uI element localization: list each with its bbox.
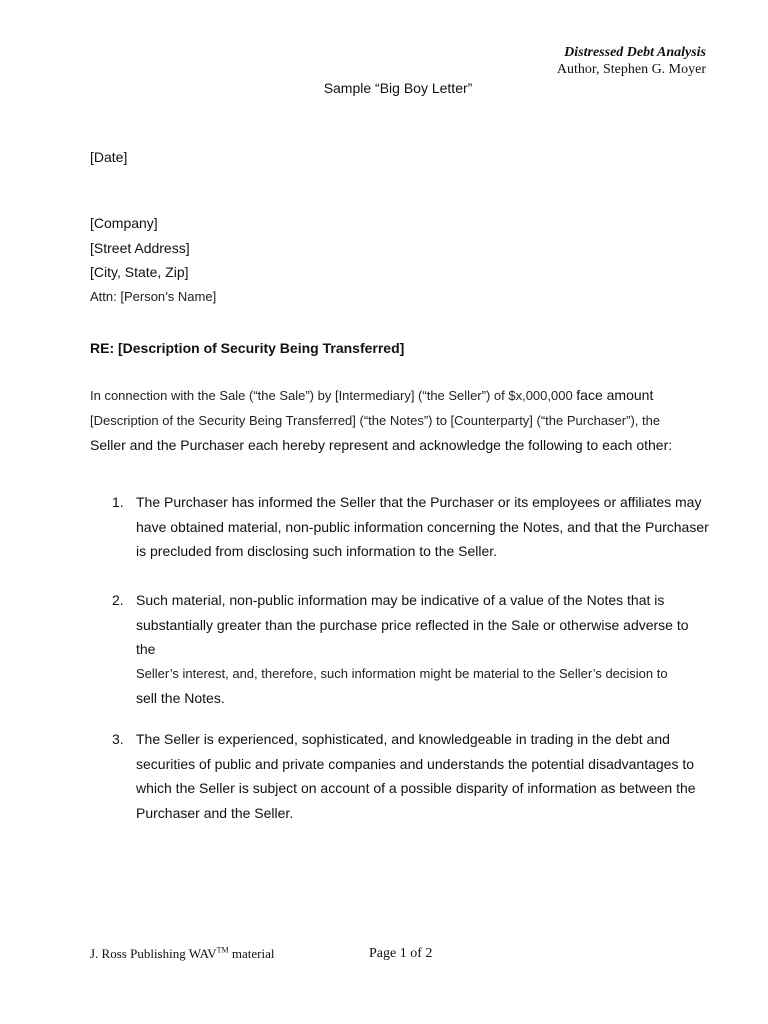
list-item-line: Seller’s interest, and, therefore, such information might be material to the Seller’s decision to (136, 665, 668, 681)
recipient-address (90, 211, 216, 309)
list-item-text (136, 490, 710, 564)
list-item-line: sell the Notes. (136, 690, 225, 706)
address-street: [Street Address] (90, 239, 190, 256)
intro-paragraph (90, 383, 706, 458)
intro-line-2: [Description of the Security Being Transferred] (“the Notes”) to [Counterparty] (“the Purchaser”), the (90, 412, 661, 428)
list-item-number: 1. (112, 494, 124, 510)
list-item (90, 490, 710, 564)
list-item-line: Purchaser and the Seller. (136, 804, 294, 821)
list-item-text (136, 588, 710, 711)
page-header (557, 44, 706, 78)
list-item-number: 3. (112, 731, 124, 747)
document-title: Sample “Big Boy Letter” (323, 80, 473, 96)
intro-line-1-rest: face amount (576, 387, 654, 403)
list-item-line: substantially greater than the purchase price reflected in the Sale or otherwise adverse to the (136, 616, 689, 657)
author-line: Author, Stephen G. Moyer (556, 62, 706, 77)
page-number: Page 1 of 2 (369, 946, 433, 961)
list-item (90, 727, 710, 825)
footer-publisher (90, 946, 275, 962)
address-company: [Company] (90, 215, 158, 231)
address-attn: Attn: [Person’s Name] (90, 288, 217, 304)
intro-line-1-thin: In connection with the Sale (“the Sale”) by [Intermediary] (“the Seller”) of $x,000,000 (90, 388, 577, 403)
address-city: [City, State, Zip] (90, 264, 189, 280)
footer-publisher-name: J. Ross Publishing WAV (90, 946, 217, 961)
list-item-number: 2. (112, 592, 124, 608)
book-title: Distressed Debt Analysis (564, 45, 706, 60)
list-item-line: securities of public and private companies and understands the potential disadvantages to (136, 755, 695, 772)
list-item-line: The Seller is experienced, sophisticated, and knowledgeable in trading in the debt and (136, 731, 670, 747)
list-item-line: which the Seller is subject on account of a possible disparity of information as between the (136, 780, 696, 796)
list-item-line: is precluded from disclosing such information to the Seller. (136, 543, 498, 559)
list-item-line: Such material, non-public information may be indicative of a value of the Notes that is (136, 592, 665, 608)
list-item-line: The Purchaser has informed the Seller that the Purchaser or its employees or affiliates may (136, 494, 702, 510)
list-item-text (136, 727, 710, 825)
intro-line-1 (90, 383, 706, 409)
trademark-mark: TM (216, 945, 229, 955)
re-line: RE: [Description of Security Being Transferred] (90, 340, 405, 356)
footer-material: material (228, 946, 275, 961)
list-item-line: have obtained material, non-public information concerning the Notes, and that the Purchaser (136, 518, 709, 535)
intro-line-3: Seller and the Purchaser each hereby represent and acknowledge the following to each other: (90, 437, 673, 453)
list-item (90, 588, 710, 711)
date-placeholder: [Date] (90, 149, 128, 165)
